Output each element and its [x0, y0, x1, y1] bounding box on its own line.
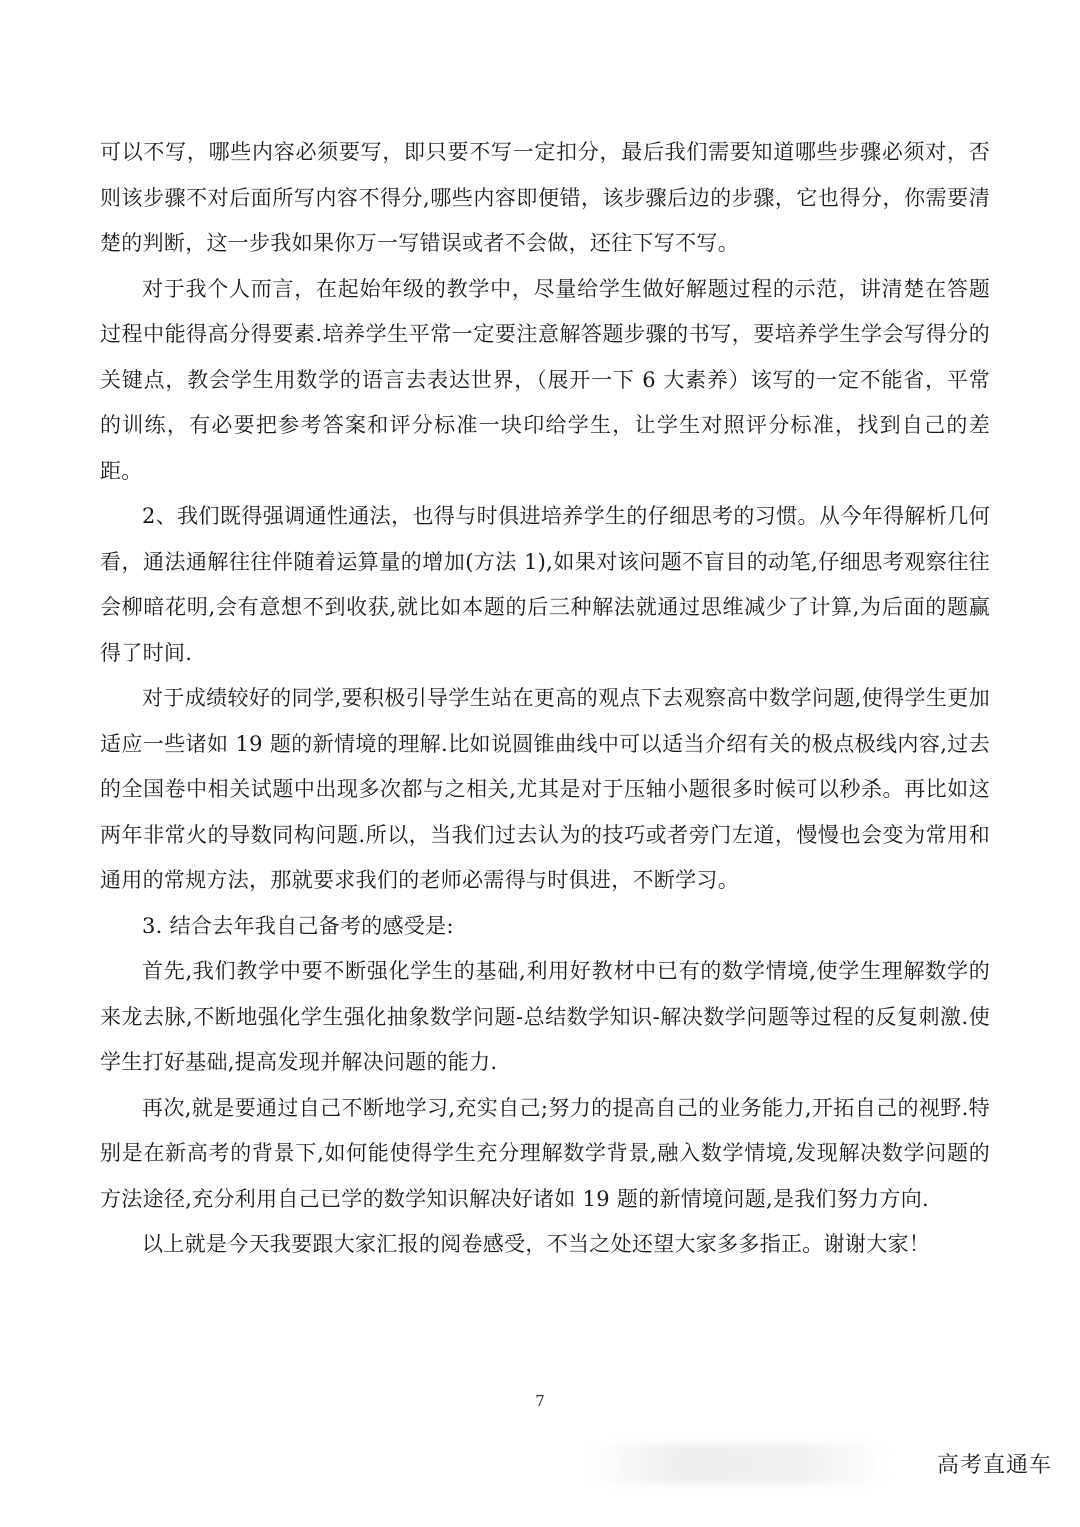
paragraph-8: 以上就是今天我要跟大家汇报的阅卷感受，不当之处还望大家多多指正。谢谢大家！: [142, 1232, 931, 1256]
paragraph-3: 2、我们既得强调通性通法，也得与时俱进培养学生的仔细思考的习惯。从今年得解析几何看，通法通解往往伴随着运算量的增加(方法 1),如果对该问题不盲目的动笔,仔细思考观察往往会柳暗花明,会有意想不到收获,就比如本题的后三种解法就通过思维减少了计算,为后面的题赢得了时间.: [100, 504, 990, 665]
paragraph-6: 首先,我们教学中要不断强化学生的基础,利用好教材中已有的数学情境,使学生理解数学的来龙去脉,不断地强化学生强化抽象数学问题-总结数学知识-解决数学问题等过程的反复刺激.使学生打好基础,提高发现并解决问题的能力.: [100, 959, 990, 1074]
watermark: 高考直通车: [936, 1453, 1052, 1478]
body-text: [100, 130, 990, 1268]
blurred-region: [590, 1444, 890, 1484]
paragraph-5: 3. 结合去年我自己备考的感受是:: [142, 913, 454, 938]
paragraph-7: 再次,就是要通过自己不断地学习,充实自己;努力的提高自己的业务能力,开拓自己的视野.特别是在新高考的背景下,如何能使得学生充分理解数学背景,融入数学情境,发现解决数学问题的方法途径,充分利用自己已学的数学知识解决好诸如 19 题的新情境问题,是我们努力方向.: [100, 1095, 990, 1211]
paragraph-2: 对于我个人而言，在起始年级的教学中，尽量给学生做好解题过程的示范，讲清楚在答题过程中能得高分得要素.培养学生平常一定要注意解答题步骤的书写，要培养学生学会写得分的关键点，教会学生用数学的语言去表达世界，（展开一下 6 大素养）该写的一定不能省，平常的训练，有必要把参考答案和评分标准一块印给学生，让学生对照评分标准，找到自己的差距。: [100, 276, 990, 483]
paragraph-1: 可以不写，哪些内容必须要写，即只要不写一定扣分，最后我们需要知道哪些步骤必须对，否则该步骤不对后面所写内容不得分,哪些内容即便错，该步骤后边的步骤，它也得分，你需要清楚的判断，这一步我如果你万一写错误或者不会做，还往下写不写。: [100, 140, 990, 255]
paragraph-4: 对于成绩较好的同学,要积极引导学生站在更高的观点下去观察高中数学问题,使得学生更加适应一些诸如 19 题的新情境的理解.比如说圆锥曲线中可以适当介绍有关的极点极线内容,过去的全国卷中相关试题中出现多次都与之相关,尤其是对于压轴小题很多时候可以秒杀。再比如这两年非常火的导数同构问题.所以，当我们过去认为的技巧或者旁门左道，慢慢也会变为常用和通用的常规方法，那就要求我们的老师必需得与时俱进，不断学习。: [100, 686, 990, 892]
page-number: 7: [535, 1392, 545, 1410]
